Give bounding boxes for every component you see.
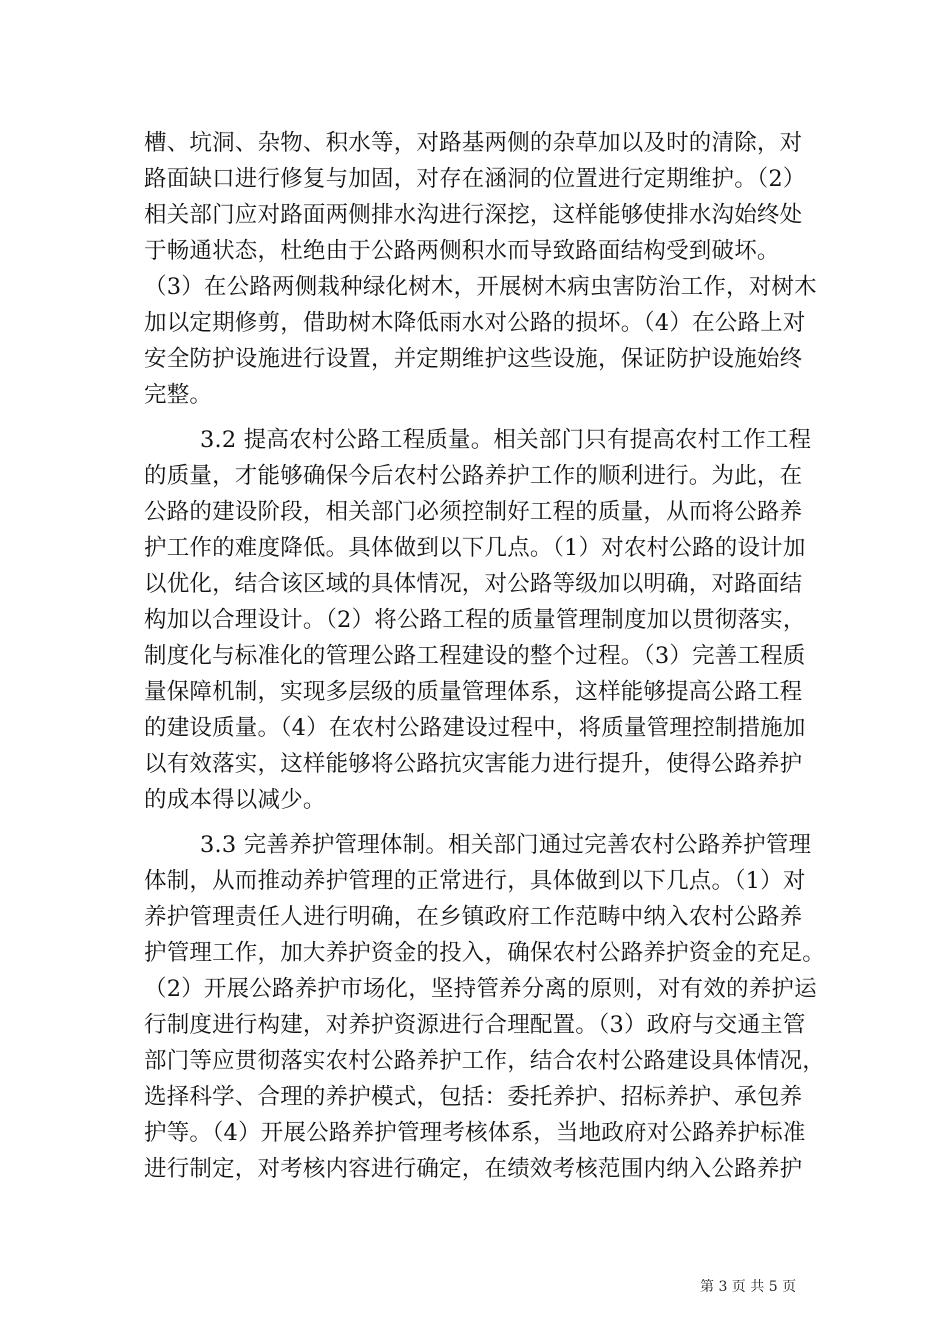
body-text-line: 的成本得以减少。 (144, 787, 326, 813)
body-text-line: 体制，从而推动养护管理的正常进行，具体做到以下几点。（1）对 (144, 868, 806, 894)
body-text-line: 安全防护设施进行设置，并定期维护这些设施，保证防护设施始终 (144, 346, 803, 372)
body-text-line: 护工作的难度降低。具体做到以下几点。（1）对农村公路的设计加 (144, 535, 806, 561)
body-text-line: 护管理工作，加大养护资金的投入，确保农村公路养护资金的充足。 (144, 940, 826, 966)
body-text-line: （3）在公路两侧栽种绿化树木，开展树木病虫害防治工作，对树木 (144, 274, 817, 300)
body-text-line: 于畅通状态，杜绝由于公路两侧积水而导致路面结构受到破坏。 (144, 238, 780, 264)
body-text-line: 制度化与标准化的管理公路工程建设的整个过程。（3）完善工程质 (144, 643, 806, 669)
body-text-line: 行制度进行构建，对养护资源进行合理配置。（3）政府与交通主管 (144, 1012, 806, 1038)
body-text-line: 养护管理责任人进行明确，在乡镇政府工作范畴中纳入农村公路养 (144, 904, 803, 930)
body-text-line: 公路的建设阶段，相关部门必须控制好工程的质量，从而将公路养 (144, 499, 803, 525)
body-text-line: 的建设质量。（4）在农村公路建设过程中，将质量管理控制措施加 (144, 715, 806, 741)
body-text-line: 量保障机制，实现多层级的质量管理体系，这样能够提高公路工程 (144, 679, 803, 705)
body-text-line: 部门等应贯彻落实农村公路养护工作，结合农村公路建设具体情况， (144, 1048, 826, 1074)
body-text-line: 完整。 (144, 382, 213, 408)
page-number-footer: 第 3 页 共 5 页 (700, 1279, 797, 1295)
body-text-line: 相关部门应对路面两侧排水沟进行深挖，这样能够使排水沟始终处 (144, 202, 803, 228)
body-text-line: 槽、坑洞、杂物、积水等，对路基两侧的杂草加以及时的清除，对 (144, 130, 803, 156)
body-text-line: （2）开展公路养护市场化，坚持管养分离的原则，对有效的养护运 (144, 976, 817, 1002)
body-text-line: 选择科学、合理的养护模式，包括：委托养护、招标养护、承包养 (144, 1084, 803, 1110)
body-text-line: 护等。（4）开展公路养护管理考核体系，当地政府对公路养护标准 (144, 1120, 806, 1146)
body-text-line: 以优化，结合该区域的具体情况，对公路等级加以明确，对路面结 (144, 571, 803, 597)
section-heading-line: 3.2 提高农村公路工程质量。相关部门只有提高农村工作工程 (200, 427, 812, 453)
body-text-line: 路面缺口进行修复与加固，对存在涵洞的位置进行定期维护。（2） (144, 166, 806, 192)
body-text-line: 进行制定，对考核内容进行确定，在绩效考核范围内纳入公路养护 (144, 1156, 803, 1182)
body-text-line: 的质量，才能够确保今后农村公路养护工作的顺利进行。为此，在 (144, 463, 803, 489)
body-text-line: 加以定期修剪，借助树木降低雨水对公路的损坏。（4）在公路上对 (144, 310, 806, 336)
body-text-line: 以有效落实，这样能够将公路抗灾害能力进行提升，使得公路养护 (144, 751, 803, 777)
section-heading-line: 3.3 完善养护管理体制。相关部门通过完善农村公路养护管理 (200, 832, 812, 858)
body-text-line: 构加以合理设计。（2）将公路工程的质量管理制度加以贯彻落实， (144, 607, 806, 633)
